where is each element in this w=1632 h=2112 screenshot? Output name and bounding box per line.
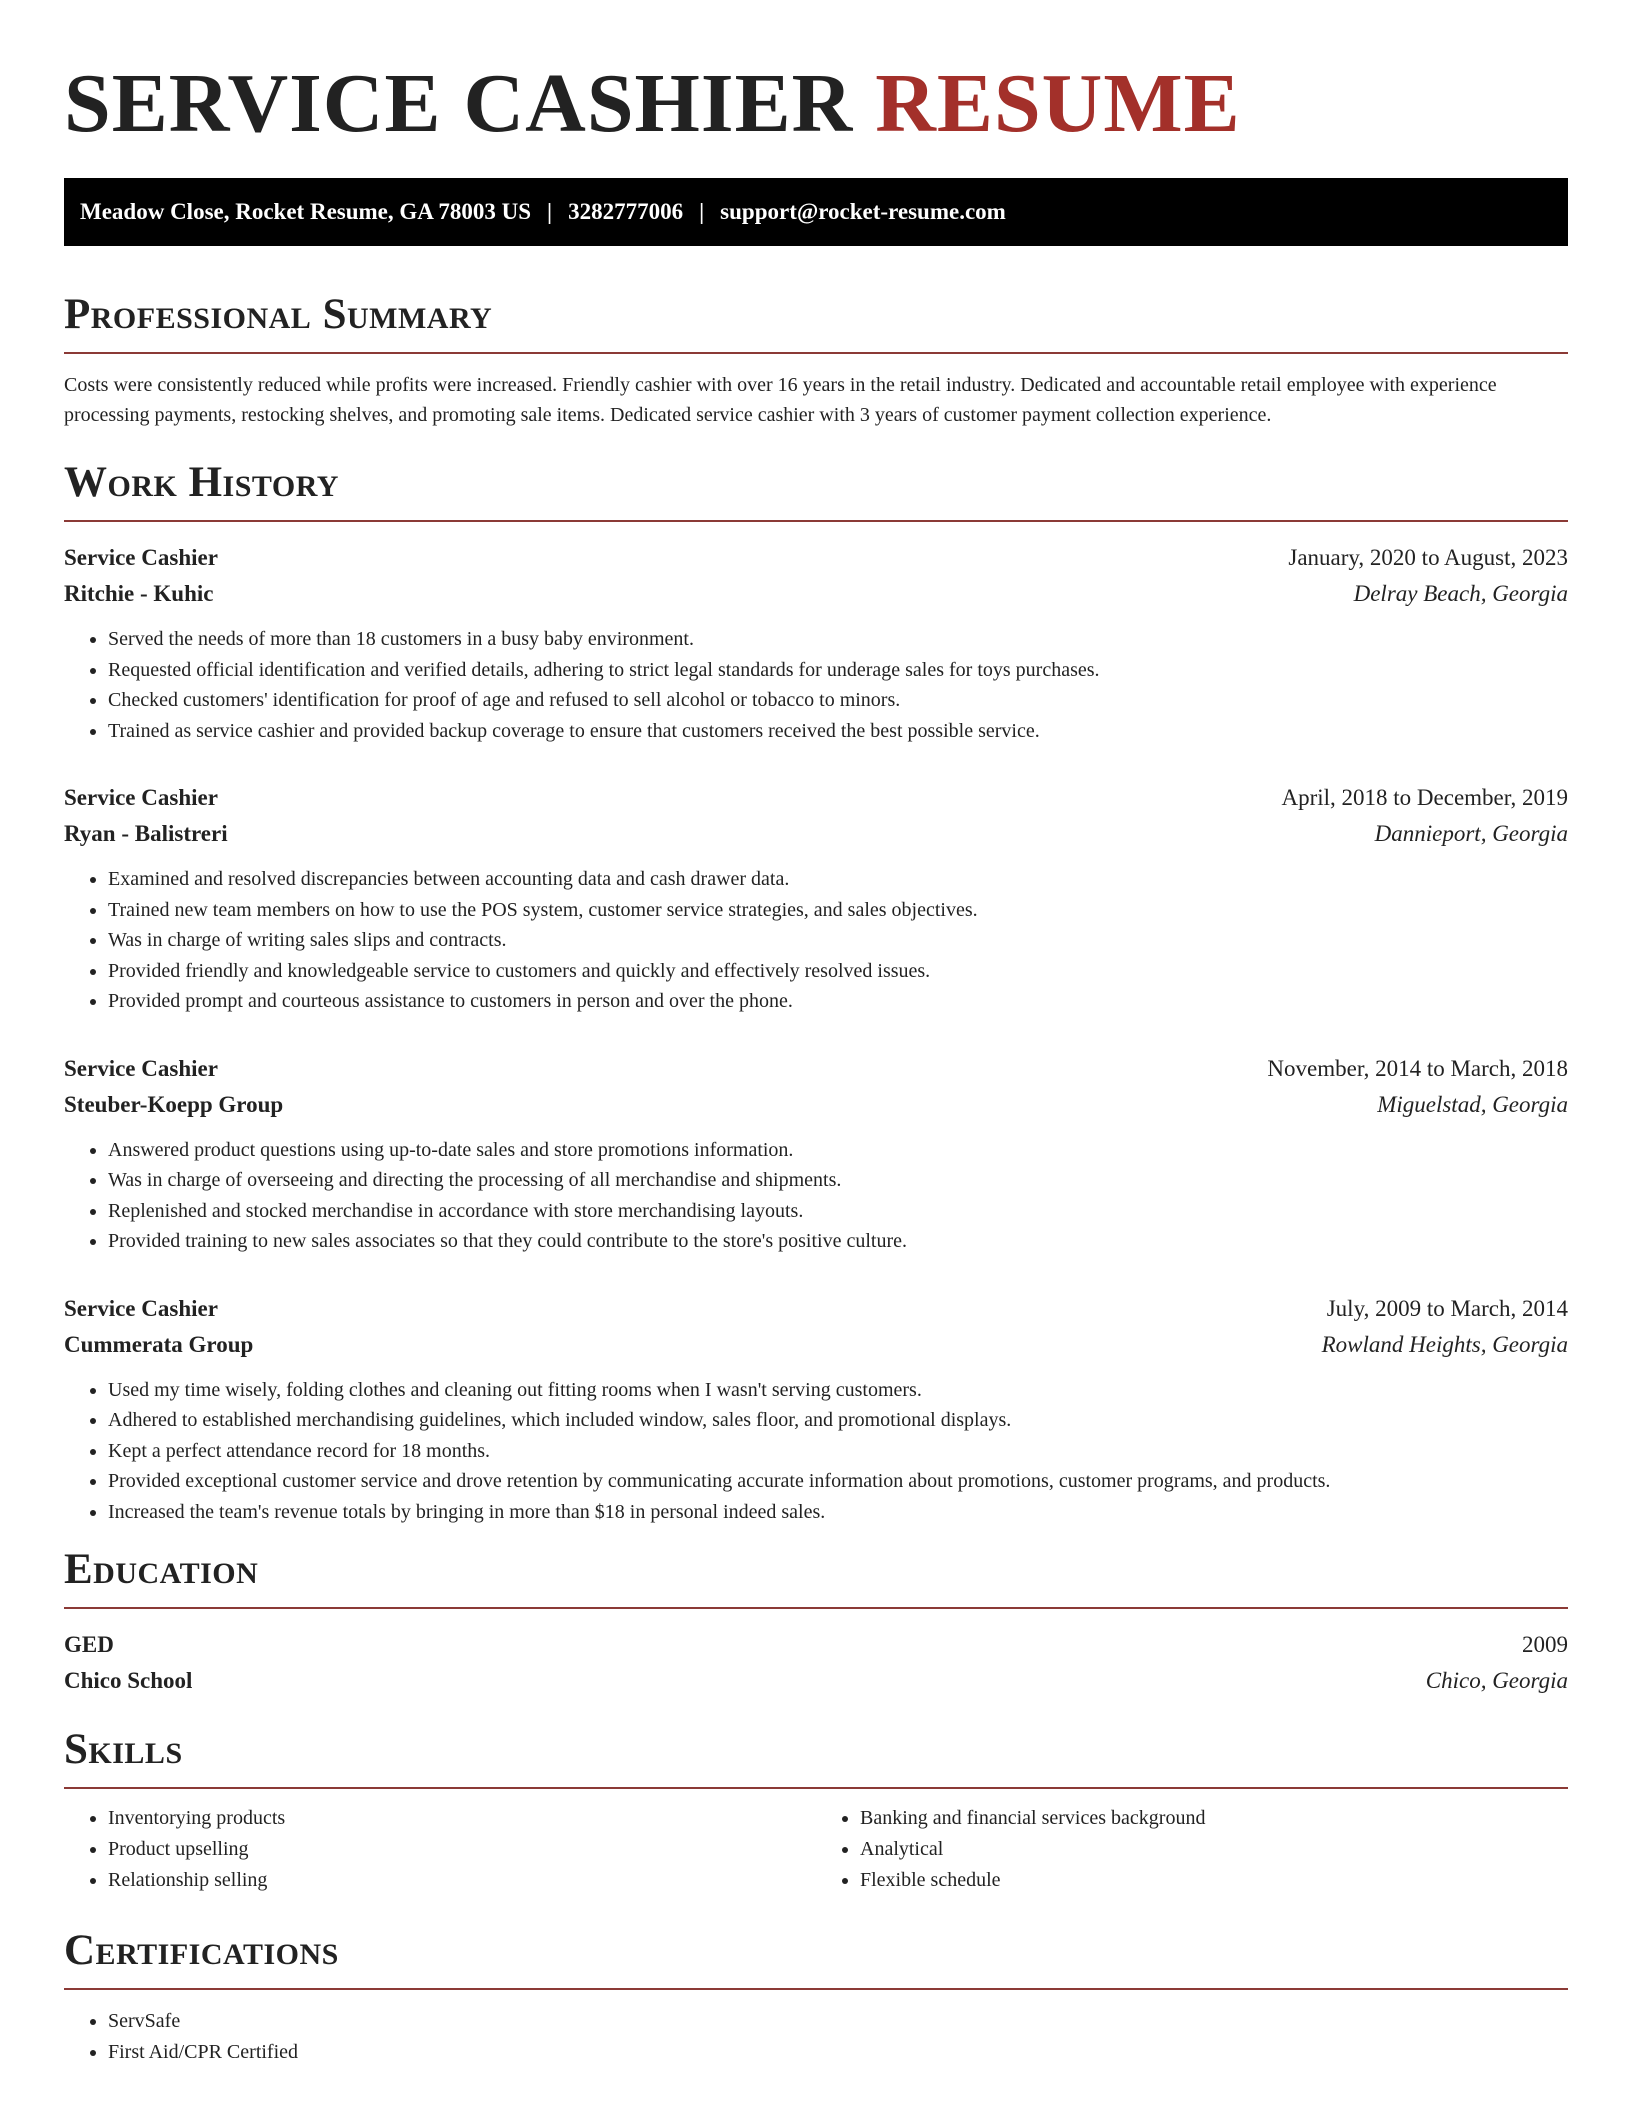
job-title: Service Cashier — [64, 545, 218, 570]
education-year: 2009 — [1522, 1632, 1568, 1657]
title-main: SERVICE CASHIER — [64, 57, 876, 150]
job-subheader — [64, 1087, 1568, 1123]
job-entry — [64, 1291, 1568, 1528]
contact-address: Meadow Close, Rocket Resume, GA 78003 US — [80, 199, 532, 224]
skills-left-list — [64, 1803, 816, 1896]
job-title: Service Cashier — [64, 785, 218, 810]
section-title-skills: Skills — [64, 1725, 1568, 1789]
contact-bar — [64, 178, 1568, 246]
skills-section — [64, 1725, 1568, 1896]
skill-item: • Analytical — [860, 1834, 1568, 1865]
job-bullet: • Provided prompt and courteous assistance to customers in person and over the phone. — [108, 986, 1568, 1017]
education-degree: GED — [64, 1632, 114, 1657]
contact-separator: | — [699, 199, 705, 224]
section-title-summary: Professional Summary — [64, 290, 1568, 354]
job-entry — [64, 1051, 1568, 1257]
job-header — [64, 1291, 1568, 1327]
job-bullet: • Kept a perfect attendance record for 18 months. — [108, 1436, 1568, 1467]
job-bullet: • Served the needs of more than 18 customers in a busy baby environment. — [108, 624, 1568, 655]
education-school: Chico School — [64, 1668, 193, 1693]
education-header — [64, 1627, 1568, 1663]
job-location: Dannieport, Georgia — [1374, 821, 1568, 846]
job-title: Service Cashier — [64, 1295, 218, 1321]
certification-item: • ServSafe — [108, 2006, 1568, 2037]
job-dates: April, 2018 to December, 2019 — [1281, 785, 1568, 810]
job-bullet: • Checked customers' identification for proof of age and refused to sell alcohol or tobacco to minors. — [108, 685, 1568, 716]
job-header — [64, 1051, 1568, 1087]
skill-item: • Relationship selling — [108, 1865, 816, 1896]
education-subheader — [64, 1663, 1568, 1699]
job-header — [64, 540, 1568, 576]
section-title-work: Work History — [64, 458, 1568, 522]
skill-item: • Inventorying products — [108, 1803, 816, 1834]
contact-phone: 3282777006 — [568, 199, 684, 224]
job-header — [64, 780, 1568, 816]
job-location: Rowland Heights, Georgia — [1321, 1331, 1568, 1357]
resume-page — [64, 0, 1568, 2067]
job-bullet: • Answered product questions using up-to-date sales and store promotions information. — [108, 1135, 1568, 1166]
job-bullets — [64, 1375, 1568, 1528]
job-subheader — [64, 576, 1568, 612]
job-bullet: • Was in charge of overseeing and directing the processing of all merchandise and shipments. — [108, 1165, 1568, 1196]
job-location: Delray Beach, Georgia — [1353, 581, 1568, 606]
job-company: Cummerata Group — [64, 1331, 254, 1357]
contact-separator: | — [547, 199, 553, 224]
certifications-list — [64, 2006, 1568, 2067]
skill-item: • Product upselling — [108, 1834, 816, 1865]
job-bullet: • Was in charge of writing sales slips and contracts. — [108, 925, 1568, 956]
job-entry — [64, 540, 1568, 746]
certification-item: • First Aid/CPR Certified — [108, 2037, 1568, 2068]
job-entry — [64, 780, 1568, 1017]
job-company: Ryan - Balistreri — [64, 821, 228, 846]
work-history-section — [64, 458, 1568, 1527]
job-company: Ritchie - Kuhic — [64, 581, 214, 606]
job-title: Service Cashier — [64, 1055, 218, 1081]
job-location: Miguelstad, Georgia — [1377, 1091, 1568, 1117]
job-bullet: • Examined and resolved discrepancies between accounting data and cash drawer data. — [108, 864, 1568, 895]
job-dates: November, 2014 to March, 2018 — [1267, 1055, 1568, 1081]
job-bullet: • Provided friendly and knowledgeable service to customers and quickly and effectively resolved issues. — [108, 956, 1568, 987]
job-bullets — [64, 624, 1568, 746]
job-bullet: • Replenished and stocked merchandise in accordance with store merchandising layouts. — [108, 1196, 1568, 1227]
skills-right-list — [816, 1803, 1568, 1896]
skill-item: • Flexible schedule — [860, 1865, 1568, 1896]
job-subheader — [64, 816, 1568, 852]
job-bullet: • Provided training to new sales associates so that they could contribute to the store's positive culture. — [108, 1226, 1568, 1257]
resume-title — [64, 58, 1568, 150]
section-title-certifications: Certifications — [64, 1926, 1568, 1990]
job-company: Steuber-Koepp Group — [64, 1091, 284, 1117]
title-accent: RESUME — [875, 57, 1241, 150]
job-bullet: • Adhered to established merchandising guidelines, which included window, sales floor, and promotional displays. — [108, 1405, 1568, 1436]
job-bullet: • Increased the team's revenue totals by bringing in more than $18 in personal indeed sales. — [108, 1497, 1568, 1528]
summary-text: Costs were consistently reduced while profits were increased. Friendly cashier with over 16 years in the retail industry. Dedicated and accountable retail employee with experience processing payments, restocking shelves, and promoting sale items. Dedicated service cashier with 3 years of customer payment collection experience. — [64, 374, 1497, 426]
contact-email: support@rocket-resume.com — [720, 199, 1006, 224]
education-entry — [64, 1627, 1568, 1699]
job-bullet: • Trained as service cashier and provided backup coverage to ensure that customers received the best possible service. — [108, 716, 1568, 747]
skill-item: • Banking and financial services background — [860, 1803, 1568, 1834]
skills-columns — [64, 1803, 1568, 1896]
job-subheader — [64, 1327, 1568, 1363]
job-bullet: • Requested official identification and verified details, adhering to strict legal standards for underage sales for toys purchases. — [108, 655, 1568, 686]
education-section — [64, 1545, 1568, 1699]
section-title-education: Education — [64, 1545, 1568, 1609]
job-bullets — [64, 864, 1568, 1017]
job-bullet: • Used my time wisely, folding clothes and cleaning out fitting rooms when I wasn't serving customers. — [108, 1375, 1568, 1406]
job-bullet: • Provided exceptional customer service and drove retention by communicating accurate information about promotions, customer programs, and products. — [108, 1466, 1568, 1497]
summary-section — [64, 290, 1568, 430]
job-dates: January, 2020 to August, 2023 — [1288, 545, 1568, 570]
job-bullet: • Trained new team members on how to use the POS system, customer service strategies, and sales objectives. — [108, 895, 1568, 926]
education-location: Chico, Georgia — [1425, 1668, 1568, 1693]
job-dates: July, 2009 to March, 2014 — [1326, 1295, 1568, 1321]
certifications-section — [64, 1926, 1568, 2067]
job-bullets — [64, 1135, 1568, 1257]
